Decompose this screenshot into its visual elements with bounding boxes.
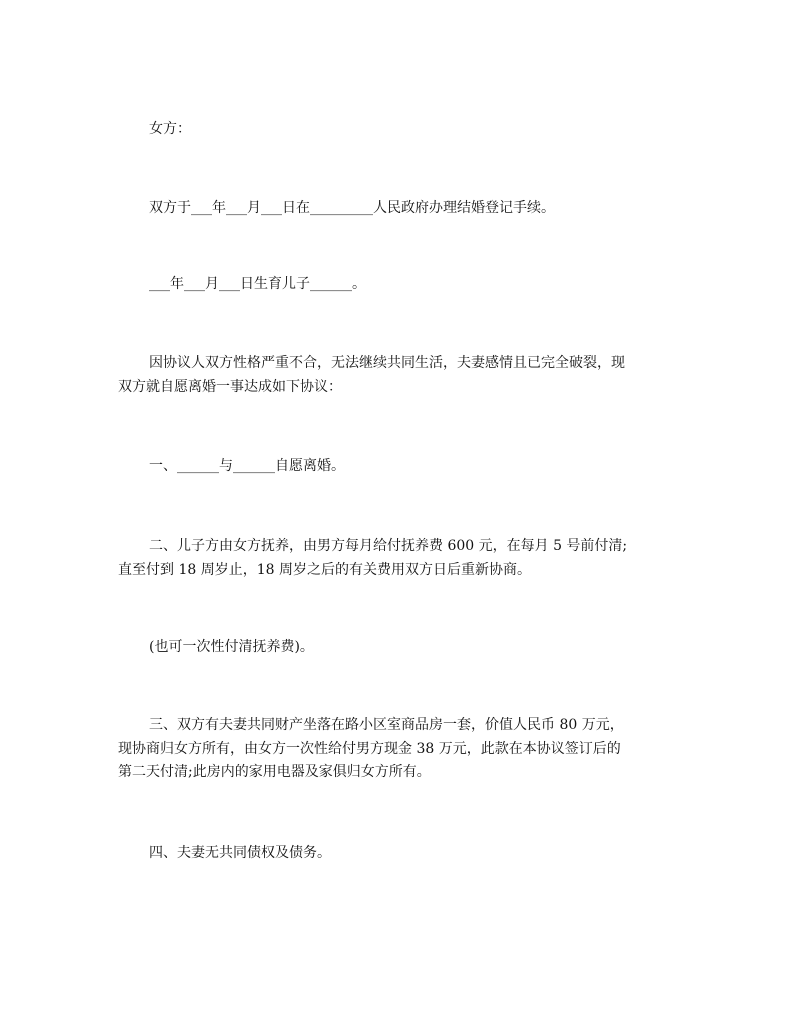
text-line: 三、双方有夫妻共同财产坐落在路小区室商品房一套，价值人民币 80 万元， <box>149 717 624 733</box>
text-line: 一、______与______自愿离婚。 <box>149 458 345 474</box>
clause-one <box>118 455 680 479</box>
clause-four <box>118 842 680 866</box>
text-line: 双方于___年___月___日在_________人民政府办理结婚登记手续。 <box>149 200 555 216</box>
text-line: 第二天付清;此房内的家用电器及家俱归女方所有。 <box>118 764 431 780</box>
clause-three <box>118 714 680 785</box>
paragraph-divorce-reason <box>118 352 680 399</box>
paragraph-female-party <box>118 118 680 142</box>
text-line: 现协商归女方所有，由女方一次性给付男方现金 38 万元，此款在本协议签订后的 <box>118 740 621 757</box>
text-line: 双方就自愿离婚一事达成如下协议： <box>118 378 342 395</box>
clause-two <box>118 535 680 582</box>
text-line: 女方： <box>149 121 191 137</box>
text-line: (也可一次性付清抚养费)。 <box>149 639 314 655</box>
text-line: 直至付到 18 周岁止，18 周岁之后的有关费用双方日后重新协商。 <box>118 561 531 578</box>
text-line: ___年___月___日生育儿子______。 <box>149 276 366 292</box>
paragraph-marriage-registration <box>118 197 680 221</box>
text-line: 四、夫妻无共同债权及债务。 <box>149 845 331 861</box>
paragraph-child-birth <box>118 273 680 297</box>
text-line: 因协议人双方性格严重不合，无法继续共同生活，夫妻感情且已完全破裂，现 <box>149 355 625 371</box>
paragraph-lump-sum-note <box>118 636 680 660</box>
text-line: 二、儿子方由女方抚养，由男方每月给付抚养费 600 元，在每月 5 号前付清; <box>149 538 628 554</box>
